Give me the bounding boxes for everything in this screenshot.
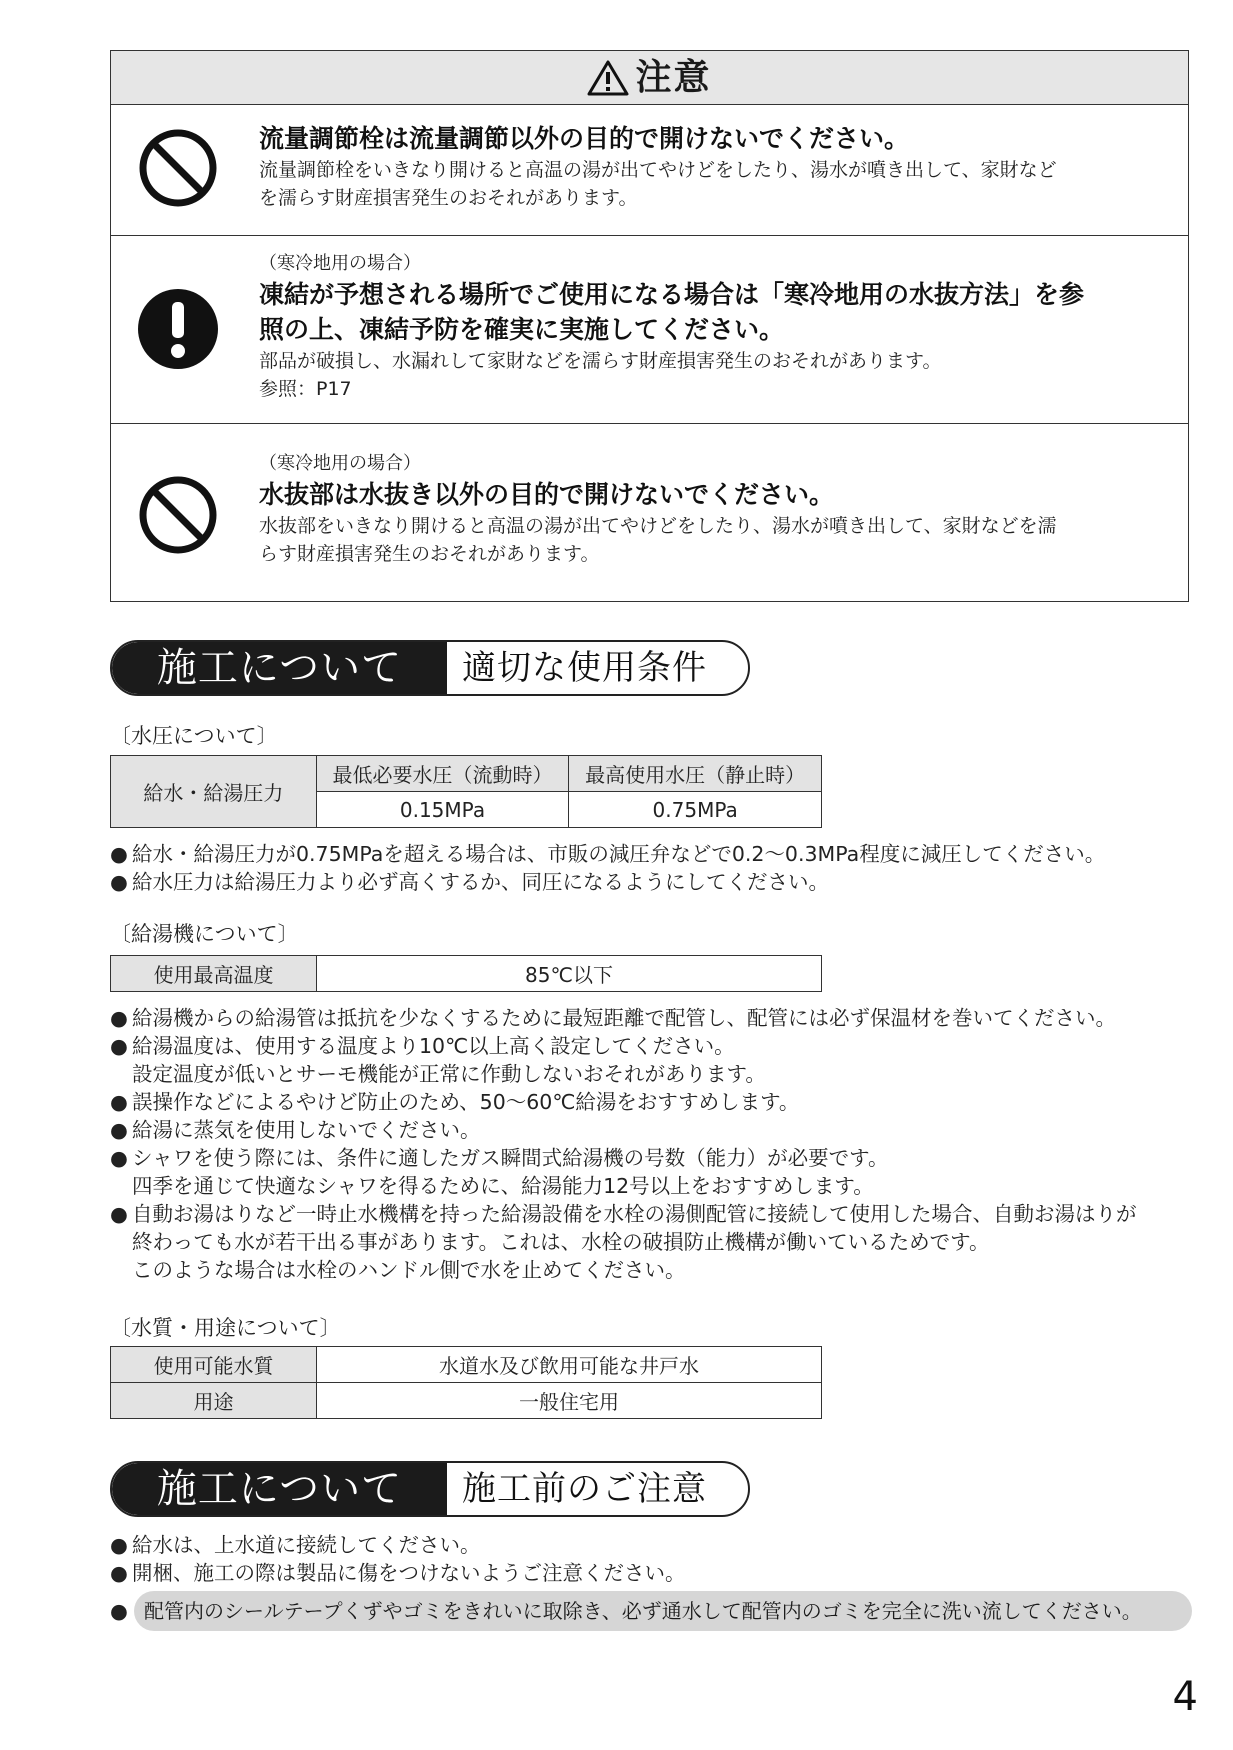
bullet-dot: ● xyxy=(110,1146,128,1170)
max-pressure-value: 0.75MPa xyxy=(569,792,822,828)
caution-title: 注意 xyxy=(635,57,712,98)
water-quality-table xyxy=(110,1346,822,1419)
bullet-dot: ● xyxy=(110,1118,128,1142)
caution-detail-line: 水抜部をいきなり開けると高温の湯が出てやけどをしたり、湯水が噴き出して、家財などを濡 xyxy=(259,515,1057,537)
bullet-text: 開梱、施工の際は製品に傷をつけないようご注意ください。 xyxy=(132,1561,686,1585)
bullet-dot: ● xyxy=(110,842,128,866)
bullet-dot: ● xyxy=(110,1561,128,1585)
bullet-continuation: 四季を通じて快適なシャワを得るために、給湯能力12号以上をおすすめします。 xyxy=(132,1174,874,1198)
caution-item-text xyxy=(259,451,1168,568)
section-banner-usage-conditions xyxy=(110,640,750,696)
bullet-dot: ● xyxy=(110,1090,128,1114)
water-quality-heading: 〔水質・用途について〕 xyxy=(110,1316,341,1340)
caution-headline: 水抜部は水抜き以外の目的で開けないでください。 xyxy=(259,480,835,509)
caution-headline: 凍結が予想される場所でご使用になる場合は「寒冷地用の水抜方法」を参 xyxy=(259,280,1085,309)
bullet-dot: ● xyxy=(110,1533,128,1557)
bullet-item xyxy=(110,868,829,896)
mandatory-action-icon xyxy=(137,288,219,370)
caution-item-flow-valve xyxy=(111,105,1188,236)
bullet-item xyxy=(110,1144,888,1172)
caution-item-text xyxy=(259,121,1168,212)
highlighted-bullet-item xyxy=(110,1591,1194,1631)
caution-item-text xyxy=(259,251,1168,403)
bullet-text: 誤操作などによるやけど防止のため、50～60℃給湯をおすすめします。 xyxy=(132,1090,800,1114)
warning-triangle-icon xyxy=(587,59,629,97)
usage-label: 用途 xyxy=(111,1383,317,1419)
bullet-item xyxy=(110,1531,481,1559)
bullet-text: シャワを使う際には、条件に適したガス瞬間式給湯機の号数（能力）が必要です。 xyxy=(132,1146,889,1170)
caution-detail-line: 部品が破損し、水漏れして家財などを濡らす財産損害発生のおそれがあります。 xyxy=(259,350,942,372)
caution-item-drain xyxy=(111,424,1188,601)
bullet-item xyxy=(110,1559,686,1587)
water-pressure-table xyxy=(110,755,822,828)
caution-box xyxy=(110,50,1189,602)
caution-detail-line: を濡らす財産損害発生のおそれがあります。 xyxy=(259,187,638,209)
bullet-dot: ● xyxy=(110,1006,128,1030)
bullet-item xyxy=(110,1004,1116,1032)
caution-detail-line: 流量調節栓をいきなり開けると高温の湯が出てやけどをしたり、湯水が噴き出して、家財など xyxy=(259,159,1057,181)
highlighted-bullet-text: 配管内のシールテープくずやゴミをきれいに取除き、必ず通水して配管内のゴミを完全に洗い流してください。 xyxy=(134,1591,1192,1631)
bullet-continuation: 設定温度が低いとサーモ機能が正常に作動しないおそれがあります。 xyxy=(132,1062,766,1086)
caution-header xyxy=(111,51,1188,105)
bullet-dot: ● xyxy=(110,1202,128,1226)
bullet-text: 給水は、上水道に接続してください。 xyxy=(132,1533,481,1557)
bullet-continuation: このような場合は水栓のハンドル側で水を止めてください。 xyxy=(132,1258,686,1282)
section-banner-pre-installation xyxy=(110,1461,750,1517)
water-quality-value: 水道水及び飲用可能な井戸水 xyxy=(317,1347,822,1383)
caution-headline: 流量調節栓は流量調節以外の目的で開けないでください。 xyxy=(259,124,910,153)
caution-condition: （寒冷地用の場合） xyxy=(259,253,421,274)
caution-item-freeze xyxy=(111,236,1188,424)
bullet-dot: ● xyxy=(110,1034,128,1058)
bullet-item xyxy=(110,840,1105,868)
banner-section-label: 施工について xyxy=(112,1463,447,1515)
bullet-continuation: 終わっても水が若干出る事があります。これは、水栓の破損防止機構が働いているためです。 xyxy=(132,1230,990,1254)
bullet-text: 給湯機からの給湯管は抵抗を少なくするために最短距離で配管し、配管には必ず保温材を巻いてください。 xyxy=(132,1006,1116,1030)
bullet-item xyxy=(110,1032,735,1060)
max-temp-value: 85℃以下 xyxy=(317,956,822,992)
caution-reference: 参照：P17 xyxy=(259,378,352,400)
water-heater-table xyxy=(110,955,822,992)
bullet-text: 給水圧力は給湯圧力より必ず高くするか、同圧になるようにしてください。 xyxy=(132,870,829,894)
bullet-item xyxy=(110,1200,1137,1228)
water-pressure-heading: 〔水圧について〕 xyxy=(110,724,278,748)
max-pressure-header: 最高使用水圧（静止時） xyxy=(569,756,822,792)
min-pressure-value: 0.15MPa xyxy=(316,792,569,828)
bullet-text: 給水・給湯圧力が0.75MPaを超える場合は、市販の減圧弁などで0.2～0.3MPa程度に減圧してください。 xyxy=(132,842,1106,866)
prohibition-icon xyxy=(137,127,219,209)
caution-detail-line: らす財産損害発生のおそれがあります。 xyxy=(259,543,600,565)
bullet-dot: ● xyxy=(110,1599,128,1623)
caution-headline: 照の上、凍結予防を確実に実施してください。 xyxy=(259,315,785,344)
pressure-row-label: 給水・給湯圧力 xyxy=(111,756,317,828)
banner-section-title: 施工前のご注意 xyxy=(462,1469,707,1509)
min-pressure-header: 最低必要水圧（流動時） xyxy=(316,756,569,792)
bullet-text: 給湯温度は、使用する温度より10℃以上高く設定してください。 xyxy=(132,1034,735,1058)
water-quality-label: 使用可能水質 xyxy=(111,1347,317,1383)
banner-section-title: 適切な使用条件 xyxy=(462,648,707,688)
banner-section-label: 施工について xyxy=(112,642,447,694)
bullet-text: 自動お湯はりなど一時止水機構を持った給湯設備を水栓の湯側配管に接続して使用した場合、自動お湯はりが xyxy=(132,1202,1137,1226)
usage-value: 一般住宅用 xyxy=(317,1383,822,1419)
bullet-item xyxy=(110,1088,799,1116)
page-number: 4 xyxy=(1172,1674,1198,1720)
water-heater-heading: 〔給湯機について〕 xyxy=(110,922,299,946)
prohibition-icon xyxy=(137,474,219,556)
bullet-text: 給湯に蒸気を使用しないでください。 xyxy=(132,1118,481,1142)
max-temp-label: 使用最高温度 xyxy=(111,956,317,992)
caution-condition: （寒冷地用の場合） xyxy=(259,453,421,474)
bullet-dot: ● xyxy=(110,870,128,894)
bullet-item xyxy=(110,1116,481,1144)
